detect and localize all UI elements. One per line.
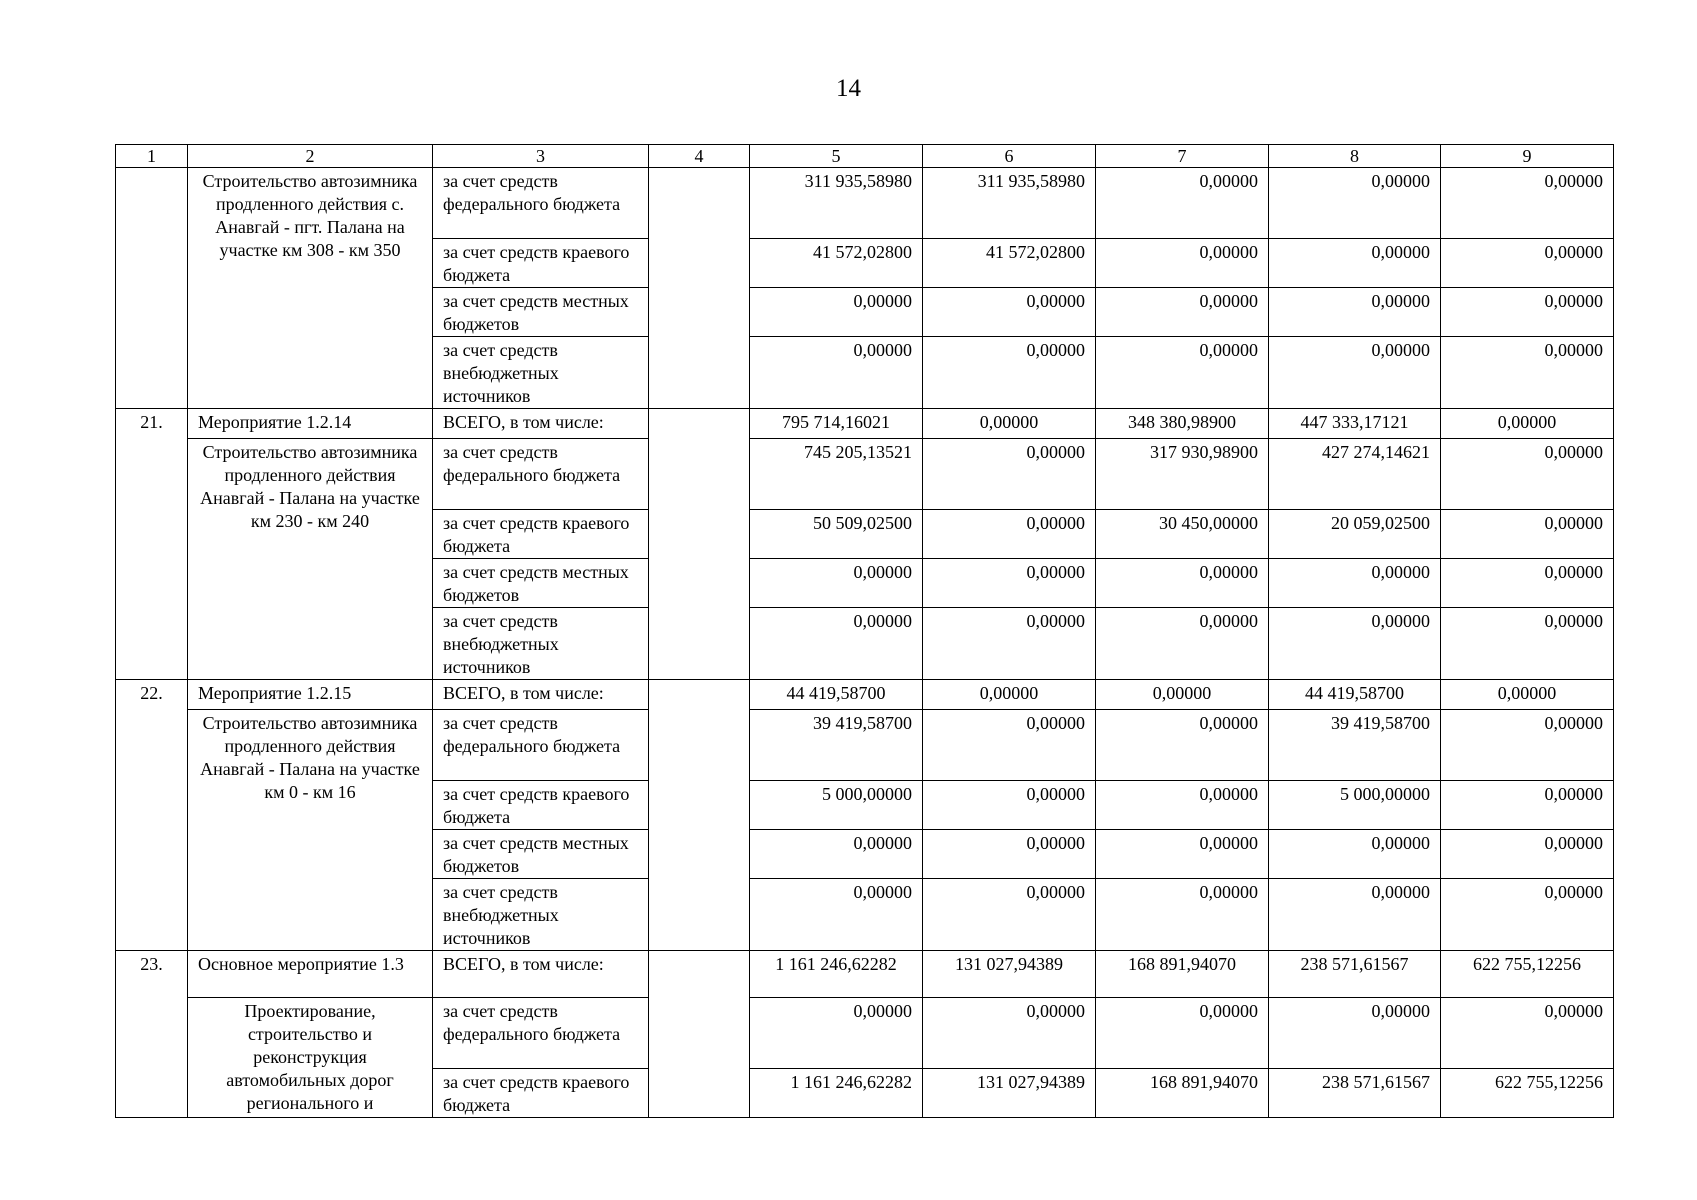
amount-cell: 0,00000 bbox=[1441, 559, 1614, 608]
amount-cell: 0,00000 bbox=[923, 288, 1096, 337]
amount-cell: 0,00000 bbox=[1096, 830, 1269, 879]
amount-cell: 0,00000 bbox=[1441, 288, 1614, 337]
total-amount-cell: 44 419,58700 bbox=[750, 680, 923, 710]
amount-cell: 0,00000 bbox=[1096, 559, 1269, 608]
item-title: Мероприятие 1.2.15 bbox=[188, 680, 433, 710]
funding-source-label: за счет средств краевого бюджета bbox=[433, 239, 649, 288]
amount-cell: 0,00000 bbox=[750, 337, 923, 409]
amount-cell: 0,00000 bbox=[1096, 288, 1269, 337]
amount-cell: 0,00000 bbox=[1441, 439, 1614, 510]
amount-cell: 0,00000 bbox=[1269, 288, 1441, 337]
column-number: 6 bbox=[923, 145, 1096, 168]
amount-cell: 0,00000 bbox=[923, 781, 1096, 830]
total-amount-cell: 238 571,61567 bbox=[1269, 951, 1441, 998]
total-label: ВСЕГО, в том числе: bbox=[433, 680, 649, 710]
item-number: 22. bbox=[116, 680, 188, 951]
total-amount-cell: 622 755,12256 bbox=[1441, 951, 1614, 998]
total-label: ВСЕГО, в том числе: bbox=[433, 409, 649, 439]
amount-cell: 39 419,58700 bbox=[1269, 710, 1441, 781]
amount-cell: 41 572,02800 bbox=[923, 239, 1096, 288]
amount-cell: 0,00000 bbox=[750, 879, 923, 951]
column-number: 7 bbox=[1096, 145, 1269, 168]
funding-source-label: за счет средств местных бюджетов bbox=[433, 288, 649, 337]
item-description: Строительство автозимника продленного действия Анавгай - Палана на участке км 230 - км 240 bbox=[188, 439, 433, 680]
total-amount-cell: 0,00000 bbox=[923, 680, 1096, 710]
total-amount-cell: 795 714,16021 bbox=[750, 409, 923, 439]
amount-cell: 0,00000 bbox=[1096, 879, 1269, 951]
total-amount-cell: 348 380,98900 bbox=[1096, 409, 1269, 439]
funding-source-label: за счет средств краевого бюджета bbox=[433, 510, 649, 559]
table-row bbox=[116, 998, 1614, 1069]
amount-cell: 0,00000 bbox=[1441, 239, 1614, 288]
column-4-cell bbox=[649, 168, 750, 409]
amount-cell: 20 059,02500 bbox=[1269, 510, 1441, 559]
amount-cell: 0,00000 bbox=[1096, 710, 1269, 781]
amount-cell: 5 000,00000 bbox=[750, 781, 923, 830]
column-number: 9 bbox=[1441, 145, 1614, 168]
amount-cell: 0,00000 bbox=[1269, 239, 1441, 288]
funding-source-label: за счет средств федерального бюджета bbox=[433, 439, 649, 510]
amount-cell: 39 419,58700 bbox=[750, 710, 923, 781]
funding-source-label: за счет средств местных бюджетов bbox=[433, 559, 649, 608]
item-number-cell bbox=[116, 168, 188, 409]
amount-cell: 0,00000 bbox=[1096, 337, 1269, 409]
amount-cell: 0,00000 bbox=[1269, 608, 1441, 680]
amount-cell: 0,00000 bbox=[1441, 830, 1614, 879]
amount-cell: 0,00000 bbox=[923, 710, 1096, 781]
amount-cell: 0,00000 bbox=[1441, 337, 1614, 409]
total-amount-cell: 131 027,94389 bbox=[923, 951, 1096, 998]
amount-cell: 0,00000 bbox=[923, 998, 1096, 1069]
funding-source-label: за счет средств краевого бюджета bbox=[433, 781, 649, 830]
amount-cell: 168 891,94070 bbox=[1096, 1069, 1269, 1118]
item-description: Строительство автозимника продленного действия с. Анавгай - пгт. Палана на участке км 308 - км 350 bbox=[188, 168, 433, 409]
column-number: 5 bbox=[750, 145, 923, 168]
amount-cell: 0,00000 bbox=[1441, 510, 1614, 559]
amount-cell: 0,00000 bbox=[923, 439, 1096, 510]
amount-cell: 0,00000 bbox=[750, 288, 923, 337]
financing-table bbox=[115, 144, 1614, 1118]
total-amount-cell: 0,00000 bbox=[1096, 680, 1269, 710]
amount-cell: 131 027,94389 bbox=[923, 1069, 1096, 1118]
total-row bbox=[116, 951, 1614, 998]
amount-cell: 0,00000 bbox=[750, 608, 923, 680]
amount-cell: 0,00000 bbox=[1096, 168, 1269, 239]
table-row bbox=[116, 439, 1614, 510]
amount-cell: 238 571,61567 bbox=[1269, 1069, 1441, 1118]
item-title: Мероприятие 1.2.14 bbox=[188, 409, 433, 439]
total-amount-cell: 168 891,94070 bbox=[1096, 951, 1269, 998]
amount-cell: 0,00000 bbox=[1269, 830, 1441, 879]
table-row bbox=[116, 168, 1614, 239]
amount-cell: 0,00000 bbox=[1269, 168, 1441, 239]
total-amount-cell: 447 333,17121 bbox=[1269, 409, 1441, 439]
total-label: ВСЕГО, в том числе: bbox=[433, 951, 649, 998]
amount-cell: 50 509,02500 bbox=[750, 510, 923, 559]
column-number: 1 bbox=[116, 145, 188, 168]
total-row bbox=[116, 680, 1614, 710]
page-number: 14 bbox=[836, 75, 861, 102]
amount-cell: 0,00000 bbox=[1441, 998, 1614, 1069]
total-amount-cell: 1 161 246,62282 bbox=[750, 951, 923, 998]
item-description: Строительство автозимника продленного действия Анавгай - Палана на участке км 0 - км 16 bbox=[188, 710, 433, 951]
total-amount-cell: 0,00000 bbox=[1441, 680, 1614, 710]
amount-cell: 0,00000 bbox=[750, 559, 923, 608]
amount-cell: 0,00000 bbox=[923, 608, 1096, 680]
amount-cell: 0,00000 bbox=[1096, 781, 1269, 830]
funding-source-label: за счет средств местных бюджетов bbox=[433, 830, 649, 879]
column-4-cell bbox=[649, 680, 750, 951]
amount-cell: 0,00000 bbox=[1441, 710, 1614, 781]
amount-cell: 5 000,00000 bbox=[1269, 781, 1441, 830]
amount-cell: 30 450,00000 bbox=[1096, 510, 1269, 559]
column-number: 8 bbox=[1269, 145, 1441, 168]
amount-cell: 1 161 246,62282 bbox=[750, 1069, 923, 1118]
amount-cell: 745 205,13521 bbox=[750, 439, 923, 510]
funding-source-label: за счет средств внебюджетных источников bbox=[433, 879, 649, 951]
funding-source-label: за счет средств федерального бюджета bbox=[433, 998, 649, 1069]
amount-cell: 0,00000 bbox=[923, 879, 1096, 951]
column-4-cell bbox=[649, 409, 750, 680]
total-amount-cell: 0,00000 bbox=[1441, 409, 1614, 439]
amount-cell: 0,00000 bbox=[750, 998, 923, 1069]
column-number: 3 bbox=[433, 145, 649, 168]
amount-cell: 41 572,02800 bbox=[750, 239, 923, 288]
total-row bbox=[116, 409, 1614, 439]
column-number: 4 bbox=[649, 145, 750, 168]
amount-cell: 0,00000 bbox=[1269, 337, 1441, 409]
amount-cell: 0,00000 bbox=[1441, 781, 1614, 830]
amount-cell: 0,00000 bbox=[1269, 998, 1441, 1069]
amount-cell: 0,00000 bbox=[923, 337, 1096, 409]
funding-source-label: за счет средств внебюджетных источников bbox=[433, 608, 649, 680]
amount-cell: 0,00000 bbox=[1096, 239, 1269, 288]
amount-cell: 317 930,98900 bbox=[1096, 439, 1269, 510]
total-amount-cell: 44 419,58700 bbox=[1269, 680, 1441, 710]
funding-source-label: за счет средств краевого бюджета bbox=[433, 1069, 649, 1118]
item-number: 21. bbox=[116, 409, 188, 680]
amount-cell: 0,00000 bbox=[923, 830, 1096, 879]
amount-cell: 0,00000 bbox=[1096, 998, 1269, 1069]
item-title: Основное мероприятие 1.3 bbox=[188, 951, 433, 998]
column-number-row bbox=[116, 145, 1614, 168]
item-number: 23. bbox=[116, 951, 188, 1118]
amount-cell: 0,00000 bbox=[923, 510, 1096, 559]
total-amount-cell: 0,00000 bbox=[923, 409, 1096, 439]
amount-cell: 622 755,12256 bbox=[1441, 1069, 1614, 1118]
funding-source-label: за счет средств федерального бюджета bbox=[433, 710, 649, 781]
amount-cell: 427 274,14621 bbox=[1269, 439, 1441, 510]
amount-cell: 0,00000 bbox=[1269, 559, 1441, 608]
amount-cell: 0,00000 bbox=[1441, 879, 1614, 951]
amount-cell: 0,00000 bbox=[1269, 879, 1441, 951]
item-description: Проектирование, строительство и реконструкция автомобильных дорог регионального и bbox=[188, 998, 433, 1118]
amount-cell: 311 935,58980 bbox=[750, 168, 923, 239]
column-number: 2 bbox=[188, 145, 433, 168]
funding-source-label: за счет средств федерального бюджета bbox=[433, 168, 649, 239]
funding-source-label: за счет средств внебюджетных источников bbox=[433, 337, 649, 409]
amount-cell: 0,00000 bbox=[1441, 608, 1614, 680]
amount-cell: 0,00000 bbox=[750, 830, 923, 879]
amount-cell: 0,00000 bbox=[1441, 168, 1614, 239]
column-4-cell bbox=[649, 951, 750, 1118]
amount-cell: 0,00000 bbox=[923, 559, 1096, 608]
table-row bbox=[116, 710, 1614, 781]
amount-cell: 0,00000 bbox=[1096, 608, 1269, 680]
amount-cell: 311 935,58980 bbox=[923, 168, 1096, 239]
